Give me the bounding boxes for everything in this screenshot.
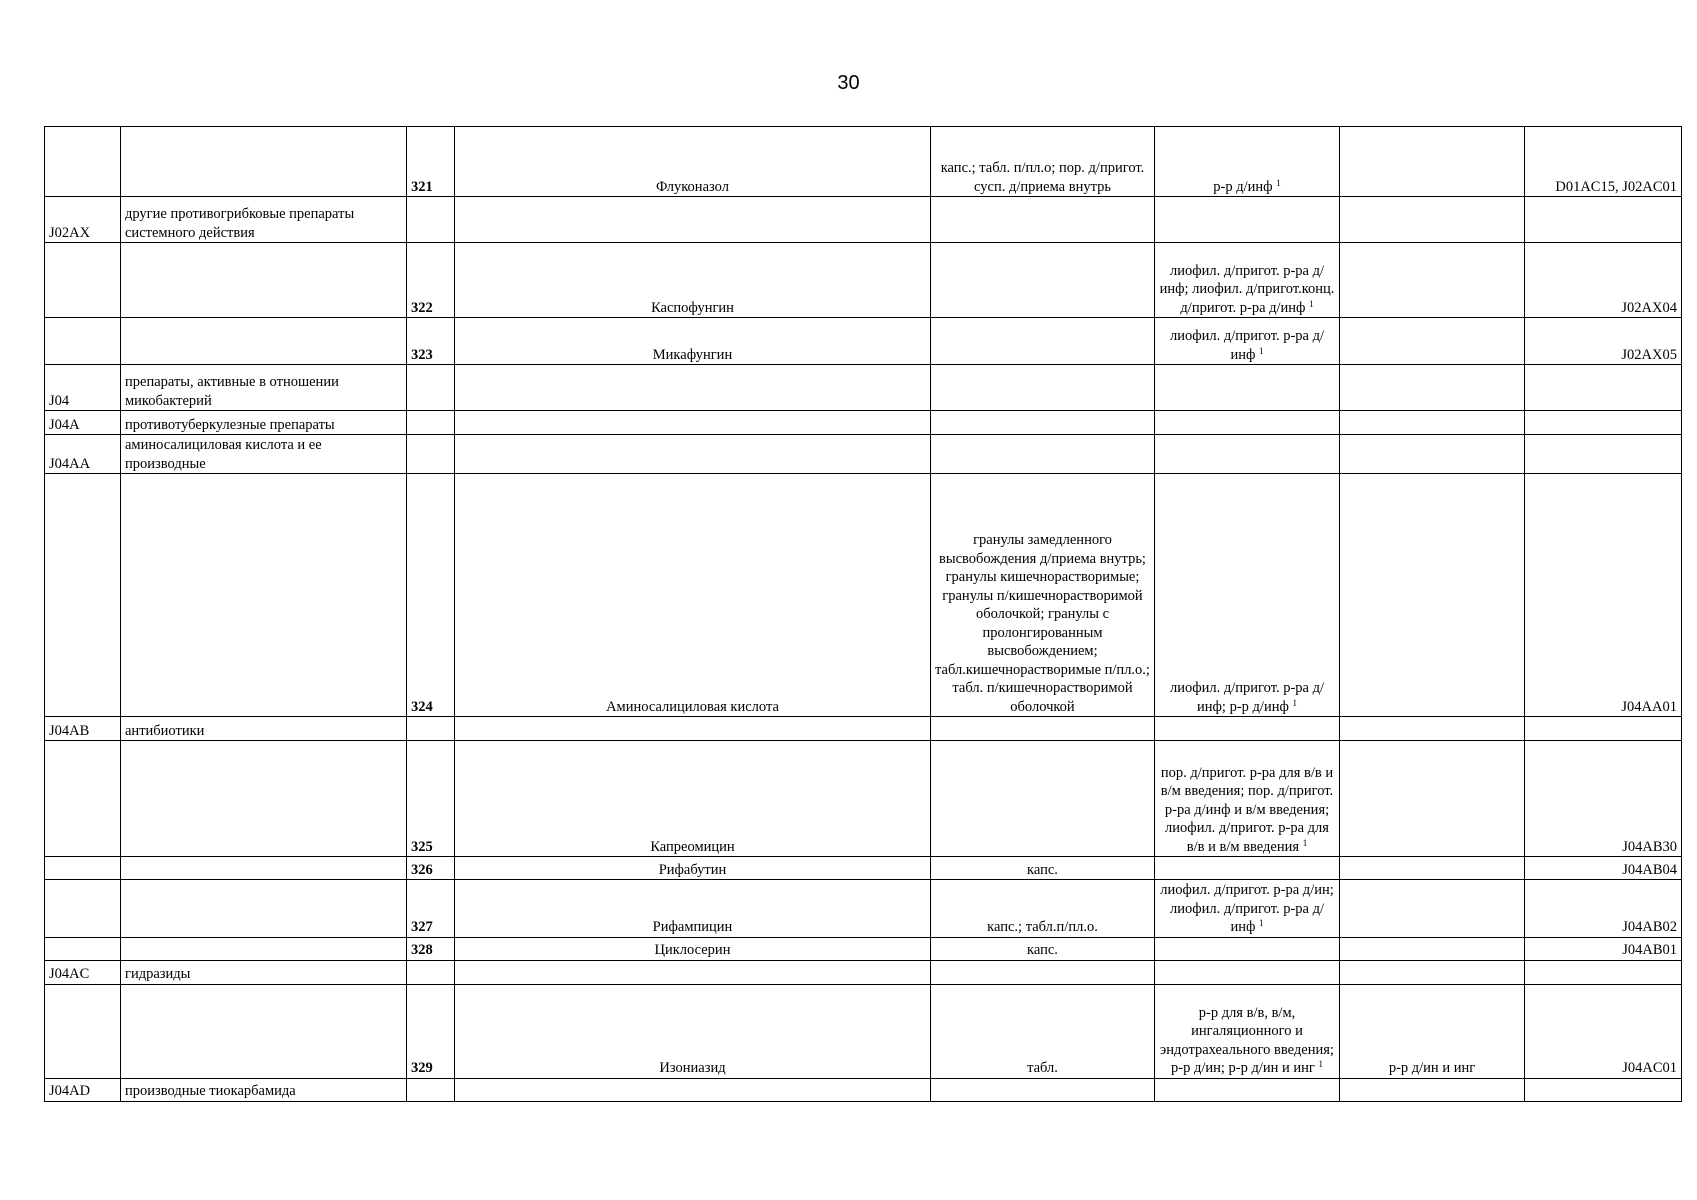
table-row (45, 365, 1682, 411)
row-number-cell: 329 (407, 984, 455, 1078)
row-number-cell: 321 (407, 127, 455, 197)
atc-code-cell (1525, 435, 1682, 474)
atc-code-cell (1525, 717, 1682, 741)
drug-name-cell (455, 717, 931, 741)
extra-form-cell (1340, 857, 1525, 880)
extra-form-cell (1340, 197, 1525, 243)
dosage-form-cell: капс.; табл. п/пл.о; пор. д/пригот. сусп. д/приема внутрь (931, 127, 1155, 197)
extra-form-cell (1340, 741, 1525, 857)
group-name-cell: другие противогрибковые препараты системного действия (121, 197, 407, 243)
hospital-form-cell: р-р для в/в, в/м, ингаляционного и эндотрахеального введения; р-р д/ин; р-р д/ин и инг $^1$ (1155, 984, 1340, 1078)
extra-form-cell (1340, 365, 1525, 411)
table-row (45, 411, 1682, 435)
row-number-cell (407, 717, 455, 741)
row-number-cell: 323 (407, 318, 455, 365)
row-number-cell: 324 (407, 474, 455, 717)
drug-name-cell: Рифампицин (455, 880, 931, 938)
row-number-cell (407, 365, 455, 411)
table-row (45, 1078, 1682, 1101)
atc-code-cell: J04AB04 (1525, 857, 1682, 880)
atc-group-code-cell (45, 880, 121, 938)
dosage-form-cell: капс. (931, 857, 1155, 880)
hospital-form-cell: пор. д/пригот. р-ра для в/в и в/м введения; пор. д/пригот. р-ра д/инф и в/м введения; лиофил. д/пригот. р-ра для в/в и в/м введения $^1$ (1155, 741, 1340, 857)
dosage-form-cell: гранулы замедленного высвобождения д/приема внутрь; гранулы кишечнорастворимые; гранулы п/кишечнорастворимой оболочкой; гранулы с пролонгированным высвобождением; табл.кишечнорастворимые п/пл.о.; табл. п/кишечнорастворимой оболочкой (931, 474, 1155, 717)
hospital-form-cell: лиофил. д/пригот. р-ра д/ин; лиофил. д/пригот. р-ра д/инф $^1$ (1155, 880, 1340, 938)
atc-code-cell: J02AX04 (1525, 243, 1682, 318)
footnote-marker: 1 (1259, 345, 1264, 356)
extra-form-cell (1340, 717, 1525, 741)
row-number-cell (407, 197, 455, 243)
drug-list-table (44, 126, 1682, 1102)
dosage-form-cell (931, 741, 1155, 857)
atc-code-cell (1525, 411, 1682, 435)
hospital-form-cell: лиофил. д/пригот. р-ра д/инф; р-р д/инф $^1$ (1155, 474, 1340, 717)
atc-code-cell: J02AX05 (1525, 318, 1682, 365)
atc-group-code-cell: J04AB (45, 717, 121, 741)
extra-form-cell: р-р д/ин и инг (1340, 984, 1525, 1078)
drug-name-cell (455, 411, 931, 435)
table-row (45, 243, 1682, 318)
dosage-form-cell: капс. (931, 937, 1155, 960)
atc-code-cell: J04AA01 (1525, 474, 1682, 717)
atc-group-code-cell: J04 (45, 365, 121, 411)
hospital-form-cell (1155, 937, 1340, 960)
dosage-form-cell (931, 365, 1155, 411)
drug-name-cell (455, 960, 931, 984)
atc-code-cell (1525, 1078, 1682, 1101)
table-row (45, 937, 1682, 960)
footnote-marker: 1 (1259, 918, 1264, 928)
hospital-form-cell (1155, 1078, 1340, 1101)
drug-name-cell: Флуконазол (455, 127, 931, 197)
table-row (45, 197, 1682, 243)
table-row (45, 960, 1682, 984)
atc-group-code-cell: J04AC (45, 960, 121, 984)
group-name-cell: гидразиды (121, 960, 407, 984)
drug-name-cell: Рифабутин (455, 857, 931, 880)
atc-group-code-cell: J04AA (45, 435, 121, 474)
dosage-form-cell: капс.; табл.п/пл.о. (931, 880, 1155, 938)
dosage-form-cell (931, 1078, 1155, 1101)
table-row (45, 880, 1682, 938)
dosage-form-cell: табл. (931, 984, 1155, 1078)
drug-name-cell: Изониазид (455, 984, 931, 1078)
group-name-cell (121, 127, 407, 197)
table-row (45, 717, 1682, 741)
extra-form-cell (1340, 318, 1525, 365)
table-row (45, 857, 1682, 880)
row-number-cell: 328 (407, 937, 455, 960)
group-name-cell: противотуберкулезные препараты (121, 411, 407, 435)
hospital-form-cell (1155, 857, 1340, 880)
group-name-cell (121, 243, 407, 318)
atc-group-code-cell (45, 127, 121, 197)
row-number-cell (407, 435, 455, 474)
group-name-cell: аминосалициловая кислота и ее производные (121, 435, 407, 474)
table-row (45, 127, 1682, 197)
group-name-cell (121, 880, 407, 938)
atc-group-code-cell: J04A (45, 411, 121, 435)
group-name-cell (121, 741, 407, 857)
dosage-form-cell (931, 960, 1155, 984)
atc-code-cell: J04AB01 (1525, 937, 1682, 960)
table-row (45, 318, 1682, 365)
hospital-form-cell: р-р д/инф $^1$ (1155, 127, 1340, 197)
atc-group-code-cell (45, 984, 121, 1078)
dosage-form-cell (931, 318, 1155, 365)
row-number-cell: 326 (407, 857, 455, 880)
drug-name-cell: Циклосерин (455, 937, 931, 960)
extra-form-cell (1340, 960, 1525, 984)
extra-form-cell (1340, 435, 1525, 474)
hospital-form-cell (1155, 411, 1340, 435)
drug-name-cell (455, 197, 931, 243)
row-number-cell: 325 (407, 741, 455, 857)
group-name-cell: антибиотики (121, 717, 407, 741)
group-name-cell (121, 984, 407, 1078)
atc-code-cell: D01AC15, J02AC01 (1525, 127, 1682, 197)
table-row (45, 435, 1682, 474)
extra-form-cell (1340, 937, 1525, 960)
table-row (45, 474, 1682, 717)
hospital-form-cell (1155, 197, 1340, 243)
dosage-form-cell (931, 435, 1155, 474)
dosage-form-cell (931, 197, 1155, 243)
atc-code-cell (1525, 197, 1682, 243)
row-number-cell (407, 411, 455, 435)
hospital-form-cell (1155, 365, 1340, 411)
group-name-cell (121, 318, 407, 365)
atc-group-code-cell (45, 243, 121, 318)
atc-code-cell (1525, 960, 1682, 984)
row-number-cell (407, 1078, 455, 1101)
group-name-cell: производные тиокарбамида (121, 1078, 407, 1101)
group-name-cell (121, 937, 407, 960)
atc-code-cell (1525, 365, 1682, 411)
group-name-cell (121, 474, 407, 717)
atc-group-code-cell (45, 741, 121, 857)
dosage-form-cell (931, 411, 1155, 435)
footnote-marker: 1 (1302, 837, 1308, 848)
group-name-cell: препараты, активные в отношении микобактерий (121, 365, 407, 411)
page-number: 30 (837, 72, 860, 94)
drug-name-cell: Каспофунгин (455, 243, 931, 318)
extra-form-cell (1340, 880, 1525, 938)
atc-code-cell: J04AB30 (1525, 741, 1682, 857)
atc-group-code-cell (45, 937, 121, 960)
atc-code-cell: J04AB02 (1525, 880, 1682, 938)
drug-name-cell (455, 435, 931, 474)
drug-name-cell (455, 365, 931, 411)
drug-name-cell: Микафунгин (455, 318, 931, 365)
atc-group-code-cell (45, 474, 121, 717)
atc-group-code-cell: J04AD (45, 1078, 121, 1101)
footnote-marker: 1 (1276, 177, 1281, 188)
dosage-form-cell (931, 717, 1155, 741)
hospital-form-cell (1155, 717, 1340, 741)
extra-form-cell (1340, 411, 1525, 435)
hospital-form-cell (1155, 960, 1340, 984)
drug-name-cell (455, 1078, 931, 1101)
row-number-cell: 322 (407, 243, 455, 318)
atc-code-cell: J04AC01 (1525, 984, 1682, 1078)
group-name-cell (121, 857, 407, 880)
drug-name-cell: Капреомицин (455, 741, 931, 857)
hospital-form-cell (1155, 435, 1340, 474)
hospital-form-cell: лиофил. д/пригот. р-ра д/инф; лиофил. д/пригот.конц. д/пригот. р-ра д/инф $^1$ (1155, 243, 1340, 318)
footnote-marker: 1 (1318, 1059, 1323, 1069)
atc-group-code-cell (45, 857, 121, 880)
row-number-cell: 327 (407, 880, 455, 938)
footnote-marker: 1 (1292, 697, 1297, 708)
table-body (45, 127, 1682, 1102)
footnote-marker: 1 (1309, 298, 1314, 309)
drug-name-cell: Аминосалициловая кислота (455, 474, 931, 717)
table-row (45, 984, 1682, 1078)
atc-group-code-cell (45, 318, 121, 365)
row-number-cell (407, 960, 455, 984)
extra-form-cell (1340, 474, 1525, 717)
extra-form-cell (1340, 243, 1525, 318)
hospital-form-cell: лиофил. д/пригот. р-ра д/инф $^1$ (1155, 318, 1340, 365)
extra-form-cell (1340, 1078, 1525, 1101)
extra-form-cell (1340, 127, 1525, 197)
atc-group-code-cell: J02AX (45, 197, 121, 243)
dosage-form-cell (931, 243, 1155, 318)
table-row (45, 741, 1682, 857)
